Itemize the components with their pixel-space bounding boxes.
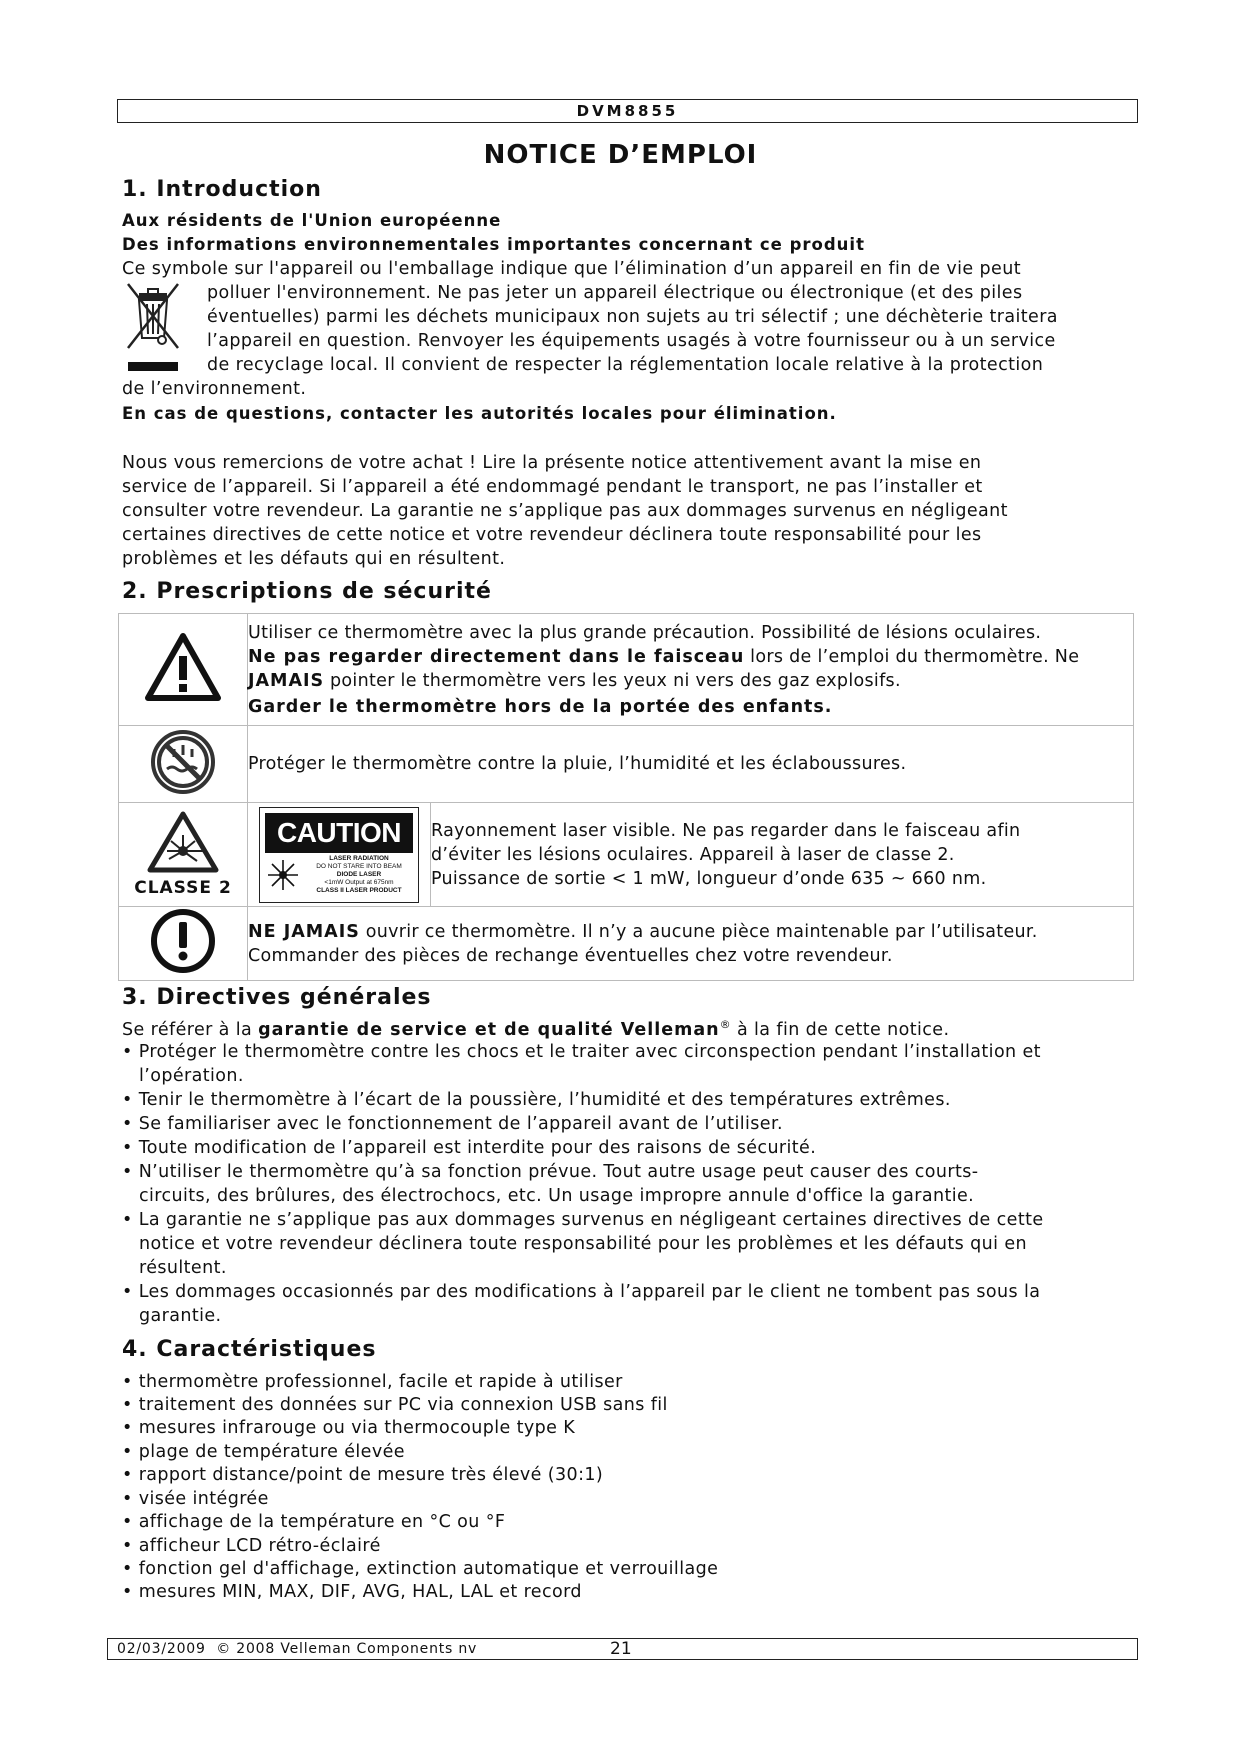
list-item-cont: l’opération. (139, 1066, 244, 1086)
feature-text: mesures infrarouge ou via thermocouple type K (138, 1418, 576, 1438)
safety-line: Commander des pièces de rechange éventuelles chez votre revendeur. (248, 945, 893, 966)
safety-line: Rayonnement laser visible. Ne pas regarder dans le faisceau afin (431, 821, 1021, 841)
safety-line (248, 669, 1133, 693)
feature-text: visée intégrée (138, 1489, 269, 1509)
attention-icon-cell (119, 907, 248, 981)
feature-item: • thermomètre professionnel, facile et rapide à utiliser (122, 1372, 623, 1392)
list-item: • Les dommages occasionnés par des modifications à l’appareil par le client ne tombent pas sous la (122, 1282, 1041, 1302)
list-item-text: Se familiariser avec le fonctionnement de l’appareil avant de l’utiliser. (138, 1114, 783, 1134)
attention-circle-icon (150, 908, 216, 974)
safety-line: d’éviter les lésions oculaires. Appareil à laser de classe 2. (431, 845, 955, 865)
heading-general: 3. Directives générales (122, 985, 432, 1010)
safety-line (248, 645, 1133, 669)
footer-date-copyright: 02/03/2009 © 2008 Velleman Components nv (117, 1641, 478, 1657)
list-item-cont: résultent. (139, 1258, 227, 1278)
list-item: • Se familiariser avec le fonctionnement de l’appareil avant de l’utiliser. (122, 1114, 783, 1134)
env-info-line: Des informations environnementales importantes concernant ce produit (122, 235, 865, 254)
page-title: NOTICE D’EMPLOI (483, 140, 758, 170)
feature-text: rapport distance/point de mesure très élevé (30:1) (138, 1465, 604, 1485)
heading-safety: 2. Prescriptions de sécurité (122, 579, 492, 604)
safety-line: Protéger le thermomètre contre la pluie, l’humidité et les éclaboussures. (248, 754, 907, 774)
caution-line: DO NOT STARE INTO BEAM (316, 862, 402, 870)
safety-line (248, 920, 1133, 944)
list-item-cont: garantie. (139, 1306, 222, 1326)
feature-item: • traitement des données sur PC via connexion USB sans fil (122, 1395, 668, 1415)
safety-bold: JAMAIS (248, 670, 325, 691)
safety-text-cell (248, 907, 1134, 981)
safety-text: ouvrir ce thermomètre. Il n’y a aucune pièce maintenable par l’utilisateur. (359, 921, 1038, 942)
feature-text: traitement des données sur PC via connexion USB sans fil (138, 1395, 668, 1415)
laser-warning-icon (147, 811, 219, 873)
list-item-text: Les dommages occasionnés par des modifications à l’appareil par le client ne tombent pas sous la (138, 1282, 1041, 1302)
list-item-text: N’utiliser le thermomètre qu’à sa fonction prévue. Tout autre usage peut causer des courts- (138, 1162, 979, 1182)
feature-item: • afficheur LCD rétro-éclairé (122, 1536, 381, 1556)
page-number: 21 (610, 1639, 632, 1659)
safety-line: Utiliser ce thermomètre avec la plus grande précaution. Possibilité de lésions oculaires. (248, 622, 1042, 643)
general-intro-post: à la fin de cette notice. (731, 1019, 950, 1040)
intro-p2-line: Nous vous remercions de votre achat ! Lire la présente notice attentivement avant la mise en (122, 453, 982, 473)
safety-text: lors de l’emploi du thermomètre. Ne (744, 646, 1080, 667)
feature-item: • rapport distance/point de mesure très élevé (30:1) (122, 1465, 604, 1485)
no-water-icon (150, 729, 216, 795)
general-intro-pre: Se référer à la (122, 1019, 259, 1040)
caution-title: CAUTION (265, 813, 413, 853)
safety-children-line: Garder le thermomètre hors de la portée des enfants. (248, 696, 833, 717)
intro-p2-line: problèmes et les défauts qui en résultent. (122, 549, 506, 569)
safety-row (119, 726, 1134, 803)
caution-line: CLASS II LASER PRODUCT (316, 886, 402, 894)
velleman-warranty-bold: garantie de service et de qualité Velleman (258, 1019, 720, 1040)
safety-table (118, 613, 1134, 981)
safety-line: Puissance de sortie < 1 mW, longueur d’onde 635 ~ 660 nm. (431, 869, 987, 889)
warning-triangle-icon (144, 632, 222, 702)
feature-text: fonction gel d'affichage, extinction automatique et verrouillage (138, 1559, 719, 1579)
model-number: DVM8855 (576, 102, 679, 120)
safety-row (119, 614, 1134, 726)
feature-item: • plage de température élevée (122, 1442, 405, 1462)
list-item-text: La garantie ne s’applique pas aux dommages survenus en négligeant certaines directives de cette (138, 1210, 1044, 1230)
laser-class-label: CLASSE 2 (134, 878, 232, 898)
contact-authorities-line: En cas de questions, contacter les autorités locales pour élimination. (122, 404, 837, 423)
model-header (117, 99, 1138, 123)
list-item: • Protéger le thermomètre contre les chocs et le traiter avec circonspection pendant l’installation et (122, 1042, 1041, 1062)
list-item-cont: circuits, des brûlures, des électrochocs, etc. Un usage impropre annule d'office la garantie. (139, 1186, 975, 1206)
list-item-text: Tenir le thermomètre à l’écart de la poussière, l’humidité et des températures extrêmes. (138, 1090, 951, 1110)
caution-line: DIODE LASER (336, 870, 382, 878)
list-item-text: Toute modification de l’appareil est interdite pour des raisons de sécurité. (138, 1138, 817, 1158)
laser-icon-cell (119, 803, 248, 907)
list-item: • Toute modification de l’appareil est interdite pour des raisons de sécurité. (122, 1138, 817, 1158)
intro-p1-line: polluer l'environnement. Ne pas jeter un appareil électrique ou électronique (et des piles (207, 283, 1023, 303)
safety-bold: NE JAMAIS (248, 921, 360, 942)
safety-row (119, 803, 1134, 907)
laser-starburst-icon (266, 858, 300, 892)
intro-p1-line: de l’environnement. (122, 379, 307, 399)
intro-p2-line: service de l’appareil. Si l’appareil a été endommagé pendant le transport, ne pas l’installer et (122, 477, 983, 497)
safety-text-cell (248, 726, 1134, 803)
caution-line: LASER RADIATION (329, 854, 389, 862)
feature-text: mesures MIN, MAX, DIF, AVG, HAL, LAL et record (138, 1582, 582, 1602)
list-item-text: Protéger le thermomètre contre les chocs et le traiter avec circonspection pendant l’installation et (138, 1042, 1041, 1062)
feature-text: thermomètre professionnel, facile et rapide à utiliser (138, 1372, 623, 1392)
eu-residents-line: Aux résidents de l'Union européenne (122, 211, 502, 230)
feature-text: affichage de la température en °C ou °F (138, 1512, 506, 1532)
feature-item: • mesures MIN, MAX, DIF, AVG, HAL, LAL et record (122, 1582, 582, 1602)
heading-features: 4. Caractéristiques (122, 1337, 377, 1362)
intro-p1-line: de recyclage local. Il convient de respecter la réglementation locale relative à la protection (207, 355, 1044, 375)
intro-p1-line: l’appareil en question. Renvoyer les équipements usagés à votre fournisseur ou à un service (207, 331, 1056, 351)
feature-item: • mesures infrarouge ou via thermocouple type K (122, 1418, 576, 1438)
no-water-icon-cell (119, 726, 248, 803)
intro-p1-line: Ce symbole sur l'appareil ou l'emballage indique que l’élimination d’un appareil en fin de vie peut (122, 259, 1021, 279)
caution-label (259, 807, 419, 903)
heading-introduction: 1. Introduction (122, 177, 322, 202)
list-item-cont: notice et votre revendeur déclinera toute responsabilité pour les problèmes et les défauts qui en (139, 1234, 1027, 1254)
warning-icon-cell (119, 614, 248, 726)
list-item: • N’utiliser le thermomètre qu’à sa fonction prévue. Tout autre usage peut causer des courts- (122, 1162, 979, 1182)
intro-p2-line: certaines directives de cette notice et votre revendeur déclinera toute responsabilité pour les (122, 525, 982, 545)
weee-bin-icon (122, 280, 184, 375)
list-item: • Tenir le thermomètre à l’écart de la poussière, l’humidité et des températures extrêmes. (122, 1090, 951, 1110)
caution-label-cell (248, 803, 431, 907)
feature-text: afficheur LCD rétro-éclairé (138, 1536, 381, 1556)
feature-item: • affichage de la température en °C ou °F (122, 1512, 506, 1532)
caution-line: <1mW Output at 675nm (324, 878, 394, 886)
intro-p2-line: consulter votre revendeur. La garantie ne s’applique pas aux dommages survenus en négligeant (122, 501, 1008, 521)
registered-mark: ® (719, 1018, 731, 1031)
safety-text-cell (248, 614, 1134, 726)
safety-text-cell (431, 803, 1134, 907)
safety-bold: Ne pas regarder directement dans le faisceau (248, 646, 745, 667)
intro-p1-line: éventuelles) parmi les déchets municipaux non sujets au tri sélectif ; une déchèterie traitera (207, 307, 1058, 327)
general-intro-line (122, 1018, 949, 1040)
feature-item: • fonction gel d'affichage, extinction automatique et verrouillage (122, 1559, 719, 1579)
feature-text: plage de température élevée (138, 1442, 405, 1462)
list-item: • La garantie ne s’applique pas aux dommages survenus en négligeant certaines directives de cette (122, 1210, 1044, 1230)
safety-text: pointer le thermomètre vers les yeux ni vers des gaz explosifs. (324, 670, 901, 691)
feature-item: • visée intégrée (122, 1489, 269, 1509)
safety-row (119, 907, 1134, 981)
